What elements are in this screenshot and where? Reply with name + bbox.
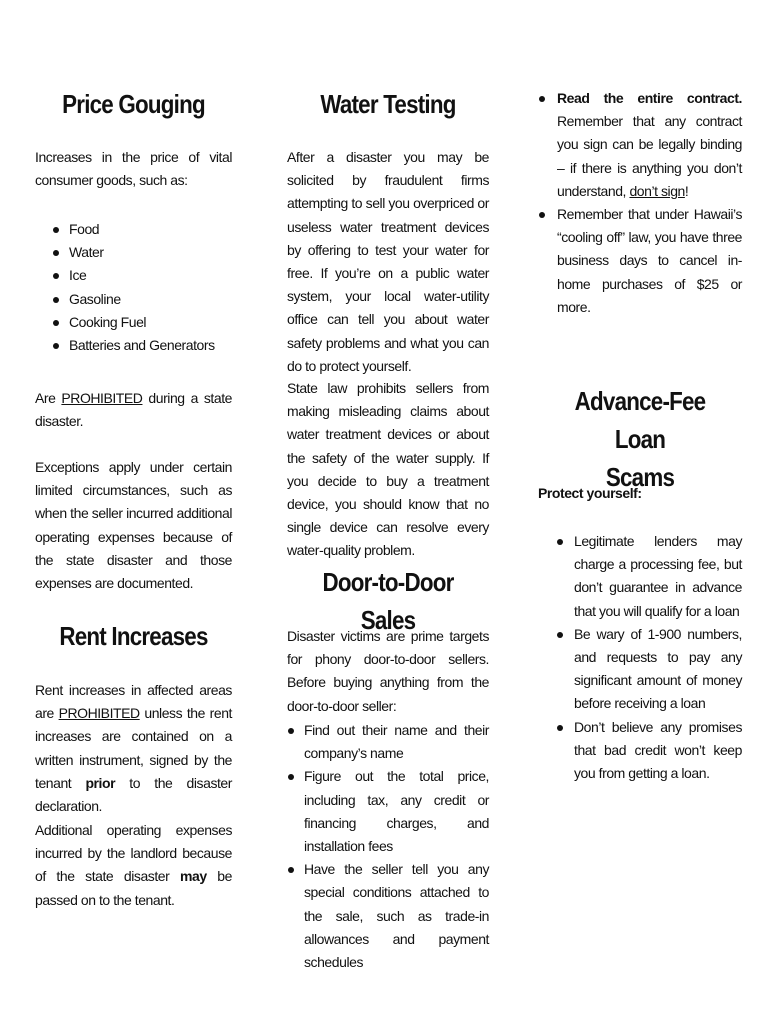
bullet-icon bbox=[53, 343, 59, 349]
protect-yourself-label: Protect yourself: bbox=[538, 485, 642, 501]
list-item: Figure out the total price, including tax, any credit or financing charges, and installation fees bbox=[287, 765, 489, 858]
rent-increases-heading: Rent Increases bbox=[59, 621, 208, 651]
door-to-door-intro: Disaster victims are prime targets for phony door-to-door sellers. Before buying anything from the door-to-door seller: bbox=[287, 628, 489, 714]
bullet-icon bbox=[53, 297, 59, 303]
door-to-door-heading: Door-to-Door Sales bbox=[322, 567, 454, 635]
price-gouging-intro: Increases in the price of vital consumer goods, such as: bbox=[35, 149, 232, 189]
list-item: Water bbox=[35, 241, 232, 264]
exceptions-paragraph: Exceptions apply under certain limited circumstances, such as when the seller incurred additional operating expenses because of the state disaster and those expenses are documented. bbox=[35, 459, 232, 592]
loan-tips-list bbox=[538, 530, 742, 785]
rent-paragraph-1: Rent increases in affected areas are PROHIBITED unless the rent increases are contained on a written instrument, signed by the tenant prior to the disaster declaration. bbox=[35, 682, 232, 815]
prohibited-statement: Are PROHIBITED during a state disaster. bbox=[35, 390, 232, 430]
bullet-icon bbox=[557, 725, 563, 731]
bullet-icon bbox=[557, 539, 563, 545]
bullet-icon bbox=[539, 96, 545, 102]
list-item: Have the seller tell you any special conditions attached to the sale, such as trade-in allowances and payment schedules bbox=[287, 858, 489, 974]
list-item: Read the entire contract. Remember that any contract you sign can be legally binding – if there is anything you don’t understand, don’t sign! bbox=[538, 87, 742, 203]
list-item: Batteries and Generators bbox=[35, 334, 232, 357]
bullet-icon bbox=[288, 728, 294, 734]
list-item: Ice bbox=[35, 264, 232, 287]
bullet-icon bbox=[53, 320, 59, 326]
price-gouging-heading: Price Gouging bbox=[62, 89, 205, 119]
rent-paragraph-2: Additional operating expenses incurred by the landlord because of the state disaster may be passed on to the tenant. bbox=[35, 822, 232, 908]
list-item: Remember that under Hawaii’s “cooling off” law, you have three business days to cancel in-home purchases of $25 or more. bbox=[538, 203, 742, 319]
bullet-icon bbox=[53, 227, 59, 233]
list-item: Be wary of 1-900 numbers, and requests to pay any significant amount of money before receiving a loan bbox=[538, 623, 742, 716]
water-paragraph-1: After a disaster you may be solicited by fraudulent firms attempting to sell you overpriced or useless water treatment devices by offering to test your water for free. If you’re on a public water system, your local water-utility office can tell you about water safety problems and what you can do to protect yourself. bbox=[287, 149, 489, 374]
water-paragraph-2: State law prohibits sellers from making misleading claims about water treatment devices or about the safety of the water supply. If you decide to buy a treatment device, you should know that no single device can resolve every water-quality problem. bbox=[287, 380, 489, 559]
list-item: Food bbox=[35, 218, 232, 241]
list-item: Legitimate lenders may charge a processing fee, but don’t guarantee in advance that you will qualify for a loan bbox=[538, 530, 742, 623]
bullet-icon bbox=[288, 774, 294, 780]
contract-tips-list bbox=[538, 87, 742, 319]
list-item: Don’t believe any promises that bad credit won’t keep you from getting a loan. bbox=[538, 716, 742, 786]
bullet-icon bbox=[539, 212, 545, 218]
water-testing-heading: Water Testing bbox=[320, 89, 456, 119]
bullet-icon bbox=[288, 867, 294, 873]
vital-goods-list bbox=[35, 218, 232, 357]
list-item: Find out their name and their company’s name bbox=[287, 719, 489, 765]
bullet-icon bbox=[53, 273, 59, 279]
door-to-door-list bbox=[287, 719, 489, 974]
list-item: Cooking Fuel bbox=[35, 311, 232, 334]
bullet-icon bbox=[53, 250, 59, 256]
bullet-icon bbox=[557, 632, 563, 638]
list-item: Gasoline bbox=[35, 288, 232, 311]
advance-fee-heading: Advance-Fee Loan Scams bbox=[574, 386, 706, 492]
